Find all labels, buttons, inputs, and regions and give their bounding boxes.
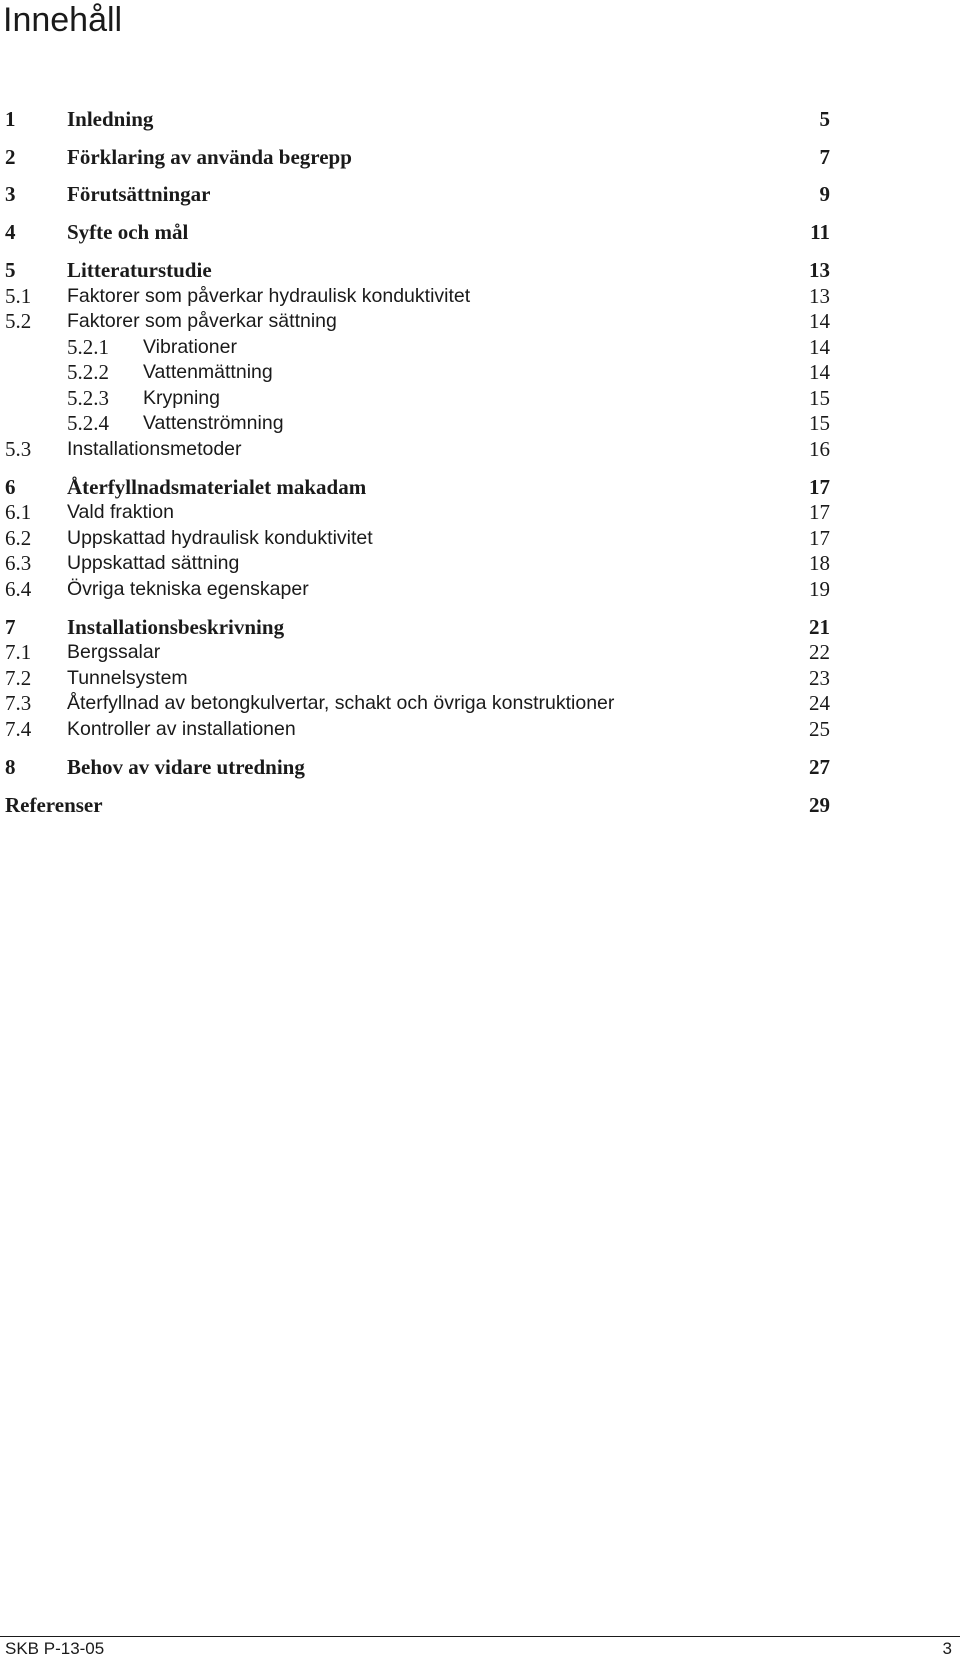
toc-entry-title: Övriga tekniska egenskaper	[67, 578, 309, 600]
toc-entry-page: 17	[809, 475, 830, 499]
toc-entry-number: 4	[5, 220, 16, 244]
toc-entry[interactable]	[0, 639, 960, 665]
toc-entry-number: 7.1	[5, 640, 32, 664]
document-id: SKB P-13-05	[5, 1639, 105, 1658]
toc-entry-number: 2	[5, 145, 16, 169]
toc-entry-title: Vattenmättning	[143, 361, 273, 383]
toc-entry-page: 29	[809, 793, 830, 817]
toc-entry-page: 19	[809, 577, 830, 601]
toc-entry[interactable]	[0, 334, 960, 360]
toc-entry-title: Installationsmetoder	[67, 438, 242, 460]
toc-entry-title: Vibrationer	[143, 336, 237, 358]
toc-entry-number: 5.2.1	[67, 335, 109, 359]
toc-entry-page: 15	[809, 386, 830, 410]
toc-entry-page: 14	[809, 335, 830, 359]
toc-entry-title: Vattenströmning	[143, 412, 284, 434]
toc-entry-page: 22	[809, 640, 830, 664]
toc-entry-title: Faktorer som påverkar sättning	[67, 310, 337, 332]
toc-entry-number: 5.3	[5, 437, 32, 461]
toc-entry-number: 7.2	[5, 666, 32, 690]
toc-entry-page: 5	[819, 107, 830, 131]
toc-entry-title: Kontroller av installationen	[67, 718, 296, 740]
toc-entry-title: Bergssalar	[67, 641, 161, 663]
toc-entry[interactable]	[0, 257, 960, 283]
toc-entry-number: 7	[5, 615, 16, 639]
toc-entry[interactable]	[0, 436, 960, 462]
toc-entry-number: 6.3	[5, 551, 32, 575]
toc-entry[interactable]	[0, 359, 960, 385]
toc-entry-title: Uppskattad sättning	[67, 552, 240, 574]
toc-entry[interactable]	[0, 410, 960, 436]
toc-entry-page: 25	[809, 717, 830, 741]
toc-entry-number: 1	[5, 107, 16, 131]
toc-entry[interactable]	[0, 219, 960, 245]
toc-entry-number: 6.4	[5, 577, 32, 601]
toc-entry-title: Faktorer som påverkar hydraulisk konduktivitet	[67, 285, 471, 307]
toc-entry[interactable]	[0, 576, 960, 602]
toc-entry[interactable]	[0, 308, 960, 334]
toc-entry[interactable]	[0, 499, 960, 525]
toc-entry-page: 23	[809, 666, 830, 690]
toc-entry-title: Installationsbeskrivning	[67, 615, 285, 639]
toc-entry-page: 24	[809, 691, 830, 715]
page-number: 3	[942, 1639, 952, 1658]
toc-entry-page: 27	[809, 755, 830, 779]
toc-entry-title: Återfyllnad av betongkulvertar, schakt och övriga konstruktioner	[67, 692, 615, 714]
page-title: Innehåll	[3, 1, 123, 39]
toc-entry-number: 5.2.2	[67, 360, 109, 384]
toc-entry-page: 16	[809, 437, 830, 461]
toc-entry-references[interactable]	[0, 792, 960, 818]
toc-entry[interactable]	[0, 665, 960, 691]
toc-entry-page: 17	[809, 526, 830, 550]
toc-entry-title: Inledning	[67, 107, 154, 131]
toc-entry-number: 6.1	[5, 500, 32, 524]
toc-entry-page: 14	[809, 309, 830, 333]
toc-entry-number: 7.4	[5, 717, 32, 741]
toc-entry-number: 5.2.3	[67, 386, 109, 410]
toc-entry-title: Behov av vidare utredning	[67, 755, 305, 779]
toc-entry-title: Syfte och mål	[67, 220, 189, 244]
toc-entry-page: 11	[810, 220, 830, 244]
toc-entry[interactable]	[0, 614, 960, 640]
toc-entry-number: 8	[5, 755, 16, 779]
toc-entry[interactable]	[0, 474, 960, 500]
toc-entry-title: Tunnelsystem	[67, 667, 188, 689]
page-footer	[0, 1636, 960, 1659]
toc-entry[interactable]	[0, 690, 960, 716]
toc-entry[interactable]	[0, 106, 960, 132]
toc-entry-title: Vald fraktion	[67, 501, 174, 523]
toc-entry-number: 5.2.4	[67, 411, 109, 435]
toc-entry-page: 21	[809, 615, 830, 639]
toc-entry-page: 18	[809, 551, 830, 575]
toc-entry-title: Förutsättningar	[67, 182, 211, 206]
toc-entry-number: 5.1	[5, 284, 32, 308]
toc-entry[interactable]	[0, 283, 960, 309]
toc-entry[interactable]	[0, 385, 960, 411]
toc-entry-title: Krypning	[143, 387, 220, 409]
toc-entry-number: 3	[5, 182, 16, 206]
toc-entry-title: Återfyllnadsmaterialet makadam	[67, 475, 367, 499]
toc-entry[interactable]	[0, 525, 960, 551]
toc-entry[interactable]	[0, 716, 960, 742]
toc-entry[interactable]	[0, 550, 960, 576]
toc-entry-page: 9	[819, 182, 830, 206]
toc-entry[interactable]	[0, 144, 960, 170]
toc-entry-number: 7.3	[5, 691, 32, 715]
toc-entry-title: Referenser	[5, 793, 103, 817]
toc-entry-page: 13	[809, 258, 830, 282]
toc-entry-title: Förklaring av använda begrepp	[67, 145, 352, 169]
toc-entry-number: 6.2	[5, 526, 32, 550]
toc-entry-page: 7	[819, 145, 830, 169]
toc-entry-page: 13	[809, 284, 830, 308]
toc-entry-title: Litteraturstudie	[67, 258, 212, 282]
toc-entry-page: 14	[809, 360, 830, 384]
toc-entry[interactable]	[0, 181, 960, 207]
toc-entry-number: 5	[5, 258, 16, 282]
toc-entry-page: 17	[809, 500, 830, 524]
toc-entry-title: Uppskattad hydraulisk konduktivitet	[67, 527, 373, 549]
toc-entry-page: 15	[809, 411, 830, 435]
toc-entry[interactable]	[0, 754, 960, 780]
toc-entry-number: 6	[5, 475, 16, 499]
toc-entry-number: 5.2	[5, 309, 32, 333]
